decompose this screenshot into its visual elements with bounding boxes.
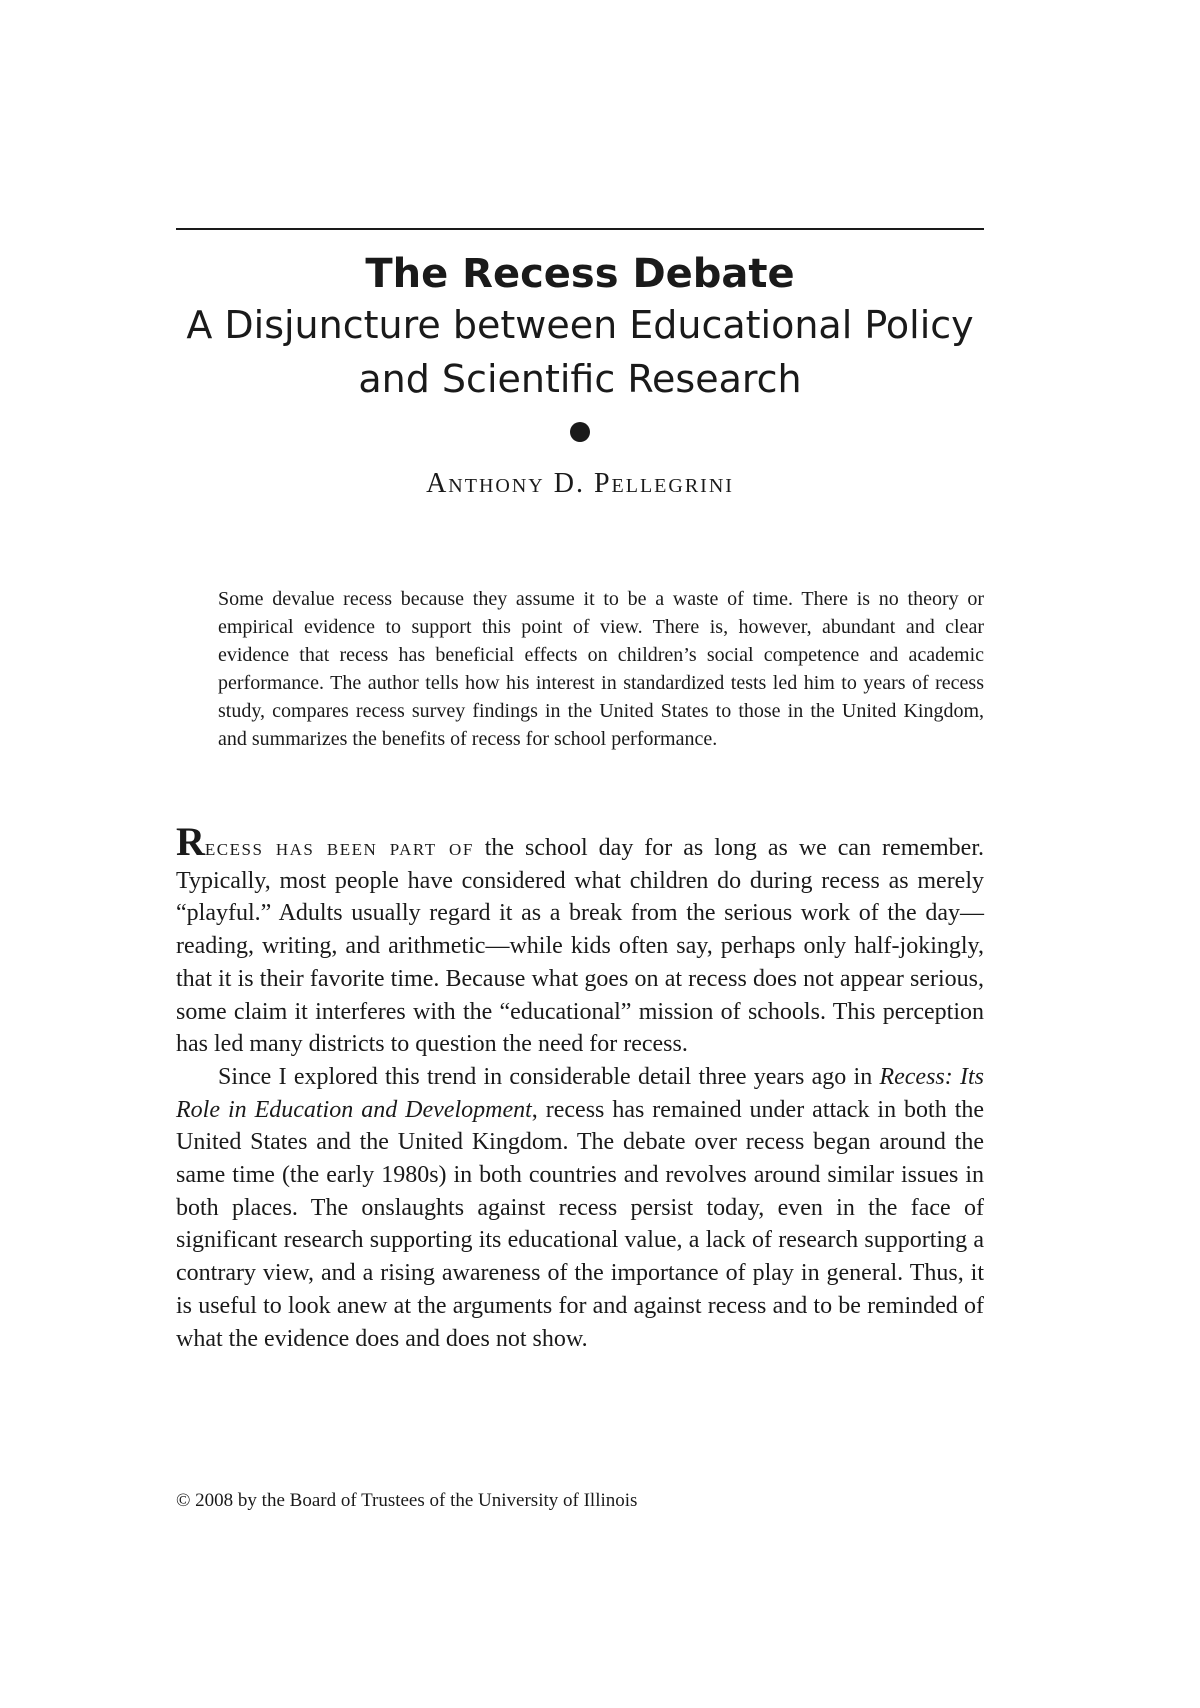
paragraph-2-text-end: , recess has remained under attack in both the United States and the United Kingdom. The debate over recess began around the same time (the early 1980s) in both countries and revolves around similar issues in both places. The onslaughts against recess persist today, even in the face of significant research supporting its educational value, a lack of research supporting a contrary view, and a rising awareness of the importance of play in general. Thus, it is useful to look anew at the arguments for and against recess and to be reminded of what the evidence does and does not show. — [176, 1096, 985, 1352]
paragraph-1-text: the school day for as long as we can remember. Typically, most people have considered what children do during recess as merely “playful.” Adults usually regard it as a break from the serious work of the day—reading, writing, and arithmetic—while kids often say, perhaps only half-jokingly, that it is their favorite time. Because what goes on at recess does not appear serious, some claim it interferes with the “educational” mission of schools. This perception has led many districts to question the need for recess. — [176, 835, 985, 1058]
article-author: Anthony D. Pellegrini — [426, 468, 734, 499]
header-rule — [176, 228, 984, 230]
paragraph-2-text-start: Since I explored this trend in considerable detail three years ago in — [218, 1063, 880, 1090]
article-subtitle: A Disjuncture between Educational Policy and Scientific Research — [186, 303, 974, 401]
body-paragraph-2 — [176, 1061, 984, 1355]
bullet-ornament-icon — [570, 422, 590, 442]
drop-cap: R — [176, 819, 205, 864]
book-title-citation: Recess: Its Role in Education and Development — [176, 1063, 984, 1123]
body-paragraph-1 — [176, 819, 985, 1061]
article-body — [176, 819, 985, 1355]
opening-small-caps: ecess has been part of — [204, 835, 474, 861]
article-title: The Recess Debate — [365, 251, 795, 297]
copyright-notice: © 2008 by the Board of Trustees of the University of Illinois — [176, 1490, 638, 1511]
article-abstract: Some devalue recess because they assume it to be a waste of time. There is no theory or empirical evidence to support this point of view. There is, however, abundant and clear evidence that recess has beneficial effects on children’s social competence and academic performance. The author tells how his interest in standardized tests led him to years of recess study, compares recess survey findings in the United States to those in the United Kingdom, and summarizes the benefits of recess for school performance. — [218, 588, 984, 750]
